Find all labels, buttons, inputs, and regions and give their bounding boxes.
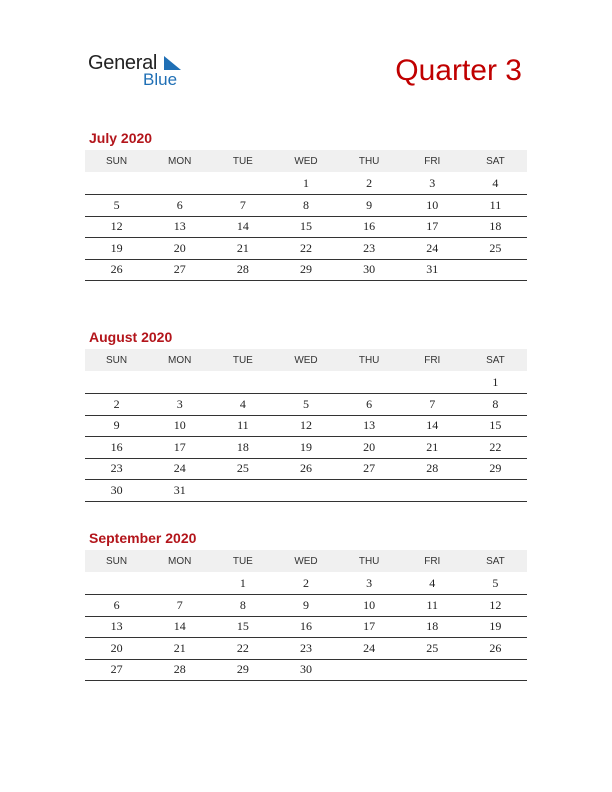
weekday-mon: MON — [148, 150, 211, 172]
day-cell: 25 — [464, 238, 527, 260]
week-row — [85, 480, 527, 502]
weekday-header-row — [85, 349, 527, 371]
weekday-tue: TUE — [211, 150, 274, 172]
weekday-sat: SAT — [464, 150, 527, 172]
week-row — [85, 415, 527, 437]
month-title: July 2020 — [89, 130, 153, 146]
day-cell — [274, 480, 337, 502]
weekday-fri: FRI — [401, 150, 464, 172]
brand-logo — [88, 52, 198, 92]
day-cell — [85, 172, 148, 195]
day-cell: 30 — [274, 659, 337, 681]
day-cell: 7 — [148, 595, 211, 617]
day-cell — [148, 172, 211, 195]
week-row — [85, 458, 527, 480]
day-cell: 18 — [211, 437, 274, 459]
weekday-fri: FRI — [401, 550, 464, 572]
brand-logo-general: General — [88, 52, 158, 74]
day-cell — [85, 371, 148, 394]
weekday-tue: TUE — [211, 550, 274, 572]
day-cell — [464, 259, 527, 281]
day-cell: 15 — [464, 415, 527, 437]
day-cell: 16 — [338, 216, 401, 238]
weekday-wed: WED — [274, 550, 337, 572]
day-cell: 11 — [464, 195, 527, 217]
day-cell — [401, 371, 464, 394]
day-cell: 30 — [85, 480, 148, 502]
day-cell: 2 — [85, 394, 148, 416]
calendar-table — [85, 150, 527, 281]
day-cell: 21 — [148, 638, 211, 660]
day-cell: 9 — [338, 195, 401, 217]
day-cell: 27 — [338, 458, 401, 480]
weekday-mon: MON — [148, 349, 211, 371]
week-row — [85, 238, 527, 260]
day-cell: 10 — [338, 595, 401, 617]
day-cell: 6 — [338, 394, 401, 416]
day-cell: 21 — [401, 437, 464, 459]
day-cell: 7 — [401, 394, 464, 416]
day-cell: 22 — [274, 238, 337, 260]
day-cell: 21 — [211, 238, 274, 260]
weekday-sat: SAT — [464, 550, 527, 572]
day-cell: 2 — [274, 572, 337, 595]
weekday-thu: THU — [338, 150, 401, 172]
day-cell: 25 — [401, 638, 464, 660]
day-cell: 23 — [274, 638, 337, 660]
calendar-table — [85, 550, 527, 681]
day-cell: 29 — [274, 259, 337, 281]
day-cell: 29 — [211, 659, 274, 681]
day-cell — [401, 659, 464, 681]
day-cell: 8 — [211, 595, 274, 617]
day-cell: 11 — [401, 595, 464, 617]
day-cell: 7 — [211, 195, 274, 217]
day-cell: 24 — [401, 238, 464, 260]
month-august — [85, 328, 527, 502]
month-title: August 2020 — [89, 329, 173, 345]
week-row — [85, 259, 527, 281]
day-cell: 28 — [401, 458, 464, 480]
day-cell: 15 — [211, 616, 274, 638]
day-cell: 14 — [211, 216, 274, 238]
day-cell: 26 — [85, 259, 148, 281]
day-cell: 20 — [148, 238, 211, 260]
day-cell — [211, 371, 274, 394]
day-cell: 20 — [338, 437, 401, 459]
week-row — [85, 172, 527, 195]
day-cell: 13 — [85, 616, 148, 638]
page-title: Quarter 3 — [395, 54, 522, 87]
week-row — [85, 659, 527, 681]
day-cell: 30 — [338, 259, 401, 281]
weekday-sun: SUN — [85, 349, 148, 371]
day-cell: 8 — [464, 394, 527, 416]
day-cell: 19 — [464, 616, 527, 638]
month-july — [85, 129, 527, 281]
day-cell: 4 — [401, 572, 464, 595]
day-cell — [401, 480, 464, 502]
day-cell: 16 — [274, 616, 337, 638]
day-cell: 5 — [85, 195, 148, 217]
calendar-table — [85, 349, 527, 502]
day-cell: 17 — [338, 616, 401, 638]
day-cell: 3 — [401, 172, 464, 195]
day-cell: 18 — [401, 616, 464, 638]
day-cell: 12 — [464, 595, 527, 617]
day-cell: 1 — [211, 572, 274, 595]
brand-logo-blue: Blue — [143, 70, 178, 89]
day-cell: 25 — [211, 458, 274, 480]
day-cell: 4 — [211, 394, 274, 416]
day-cell: 5 — [274, 394, 337, 416]
day-cell: 23 — [85, 458, 148, 480]
day-cell: 26 — [464, 638, 527, 660]
day-cell: 15 — [274, 216, 337, 238]
day-cell — [338, 659, 401, 681]
day-cell: 1 — [464, 371, 527, 394]
logo-flag-icon — [162, 55, 182, 71]
week-row — [85, 572, 527, 595]
weekday-tue: TUE — [211, 349, 274, 371]
day-cell: 11 — [211, 415, 274, 437]
day-cell: 10 — [148, 415, 211, 437]
day-cell: 9 — [274, 595, 337, 617]
week-row — [85, 437, 527, 459]
day-cell: 26 — [274, 458, 337, 480]
weekday-mon: MON — [148, 550, 211, 572]
day-cell: 19 — [274, 437, 337, 459]
day-cell: 19 — [85, 238, 148, 260]
day-cell: 23 — [338, 238, 401, 260]
day-cell: 31 — [148, 480, 211, 502]
day-cell — [274, 371, 337, 394]
day-cell: 3 — [338, 572, 401, 595]
day-cell: 3 — [148, 394, 211, 416]
day-cell: 18 — [464, 216, 527, 238]
day-cell: 17 — [148, 437, 211, 459]
day-cell: 14 — [148, 616, 211, 638]
day-cell: 10 — [401, 195, 464, 217]
day-cell — [211, 172, 274, 195]
day-cell: 13 — [338, 415, 401, 437]
weekday-sat: SAT — [464, 349, 527, 371]
weekday-header-row — [85, 550, 527, 572]
day-cell: 9 — [85, 415, 148, 437]
day-cell — [338, 480, 401, 502]
day-cell: 24 — [338, 638, 401, 660]
week-row — [85, 616, 527, 638]
day-cell: 22 — [211, 638, 274, 660]
day-cell: 13 — [148, 216, 211, 238]
day-cell — [464, 480, 527, 502]
day-cell — [211, 480, 274, 502]
week-row — [85, 371, 527, 394]
day-cell: 16 — [85, 437, 148, 459]
weekday-header-row — [85, 150, 527, 172]
week-row — [85, 638, 527, 660]
week-row — [85, 216, 527, 238]
day-cell: 27 — [148, 259, 211, 281]
day-cell — [338, 371, 401, 394]
day-cell: 6 — [85, 595, 148, 617]
day-cell: 12 — [274, 415, 337, 437]
day-cell: 2 — [338, 172, 401, 195]
weekday-thu: THU — [338, 349, 401, 371]
week-row — [85, 394, 527, 416]
weekday-thu: THU — [338, 550, 401, 572]
day-cell: 17 — [401, 216, 464, 238]
day-cell — [148, 371, 211, 394]
day-cell: 28 — [148, 659, 211, 681]
day-cell: 31 — [401, 259, 464, 281]
day-cell: 22 — [464, 437, 527, 459]
month-title: September 2020 — [89, 530, 197, 546]
month-september — [85, 529, 527, 681]
day-cell: 5 — [464, 572, 527, 595]
weekday-fri: FRI — [401, 349, 464, 371]
day-cell: 29 — [464, 458, 527, 480]
day-cell: 27 — [85, 659, 148, 681]
day-cell: 6 — [148, 195, 211, 217]
week-row — [85, 195, 527, 217]
day-cell: 4 — [464, 172, 527, 195]
weekday-sun: SUN — [85, 150, 148, 172]
day-cell: 8 — [274, 195, 337, 217]
day-cell — [85, 572, 148, 595]
weekday-wed: WED — [274, 349, 337, 371]
day-cell — [148, 572, 211, 595]
day-cell: 12 — [85, 216, 148, 238]
day-cell — [464, 659, 527, 681]
day-cell: 20 — [85, 638, 148, 660]
day-cell: 14 — [401, 415, 464, 437]
week-row — [85, 595, 527, 617]
weekday-sun: SUN — [85, 550, 148, 572]
day-cell: 1 — [274, 172, 337, 195]
day-cell: 24 — [148, 458, 211, 480]
day-cell: 28 — [211, 259, 274, 281]
weekday-wed: WED — [274, 150, 337, 172]
